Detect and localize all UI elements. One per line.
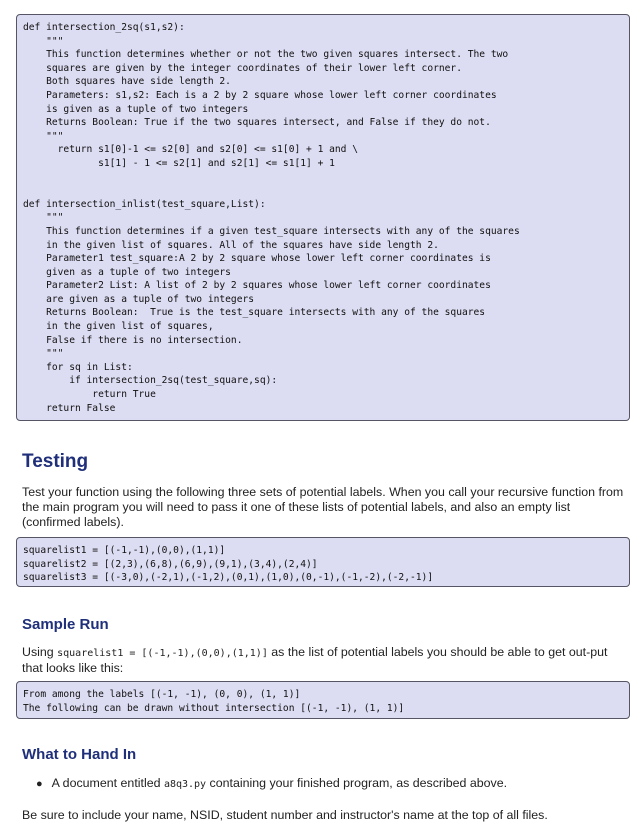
testing-paragraph: Test your function using the following three sets of potential labels. When you call your recursive function from the main program you will need to pass it one of these lists of potential labels, and also an empty list (confirmed labels). (22, 485, 624, 529)
code-line: s1[1] - 1 <= s2[1] and s2[1] <= s1[1] + 1 (23, 157, 335, 169)
code-line: """ (23, 212, 64, 224)
bullet-text-before: A document entitled (51, 776, 164, 790)
code-line: Both squares have side length 2. (23, 76, 231, 88)
code-line: given as a tuple of two integers (23, 266, 231, 278)
code-block-functions (16, 14, 630, 421)
sample-run-heading: Sample Run (22, 616, 109, 633)
code-line: for sq in List: (23, 361, 133, 373)
hand-in-footer: Be sure to include your name, NSID, student number and instructor's name at the top of all files. (22, 808, 548, 822)
code-line: return True (23, 389, 156, 401)
code-line: return s1[0]-1 <= s2[0] and s2[0] <= s1[0] + 1 and \ (23, 144, 359, 156)
code-line: squarelist1 = [(-1,-1),(0,0),(1,1)] (23, 545, 226, 556)
bullet-inline-code: a8q3.py (163, 779, 207, 790)
code-line: def intersection_inlist(test_square,List): (23, 198, 266, 210)
code-line: """ (23, 35, 64, 47)
sample-run-text-before: Using (22, 645, 58, 659)
code-line: squarelist3 = [(-3,0),(-2,1),(-1,2),(0,1),(1,0),(0,-1),(-1,-2),(-2,-1)] (23, 572, 434, 584)
code-line (23, 171, 629, 185)
code-line: def intersection_2sq(s1,s2): (23, 22, 185, 33)
code-line: squarelist2 = [(2,3),(6,8),(6,9),(9,1),(3,4),(2,4)] (23, 558, 318, 570)
sample-run-paragraph (22, 645, 628, 676)
bullet-text-after: containing your finished program, as described above. (206, 776, 508, 790)
code-line: return False (23, 402, 116, 414)
code-line: The following can be drawn without intersection [(-1, -1), (1, 1)] (23, 702, 405, 714)
code-line: """ (23, 348, 64, 360)
code-line: Parameter2 List: A list of 2 by 2 squares whose lower left corner coordinates (23, 280, 491, 292)
sample-run-text-after: as the list of potential labels you should be able to get out-put that looks like this: (22, 645, 608, 675)
code-line: are given as a tuple of two integers (23, 293, 255, 305)
bullet-dot-icon: ● (36, 778, 43, 790)
code-line: Returns Boolean: True is the test_square intersects with any of the squares (23, 307, 486, 319)
code-line: From among the labels [(-1, -1), (0, 0), (1, 1)] (23, 689, 301, 700)
code-line: This function determines whether or not the two given squares intersect. The two (23, 49, 509, 61)
code-line: Returns Boolean: True if the two squares intersect, and False if they do not. (23, 117, 491, 129)
code-line: is given as a tuple of two integers (23, 103, 249, 115)
code-line: This function determines if a given test_square intersects with any of the squares (23, 225, 520, 237)
code-block-sample-output (16, 681, 630, 719)
code-line: squares are given by the integer coordinates of their lower left corner. (23, 62, 462, 74)
hand-in-heading: What to Hand In (22, 746, 137, 763)
code-line (23, 184, 629, 198)
code-line: Parameters: s1,s2: Each is a 2 by 2 square whose lower left corner coordinates (23, 89, 497, 101)
sample-run-inline-code: squarelist1 = [(-1,-1),(0,0),(1,1)] (57, 648, 268, 659)
testing-heading: Testing (22, 451, 89, 472)
code-line: Parameter1 test_square:A 2 by 2 square whose lower left corner coordinates is (23, 253, 491, 265)
code-line: in the given list of squares, (23, 321, 214, 333)
code-line: False if there is no intersection. (23, 334, 243, 346)
code-line: """ (23, 130, 64, 142)
hand-in-bullet-item (36, 776, 507, 790)
code-block-squarelists (16, 537, 630, 587)
code-line: in the given list of squares. All of the squares have side length 2. (23, 239, 439, 251)
code-line: if intersection_2sq(test_square,sq): (23, 375, 278, 387)
